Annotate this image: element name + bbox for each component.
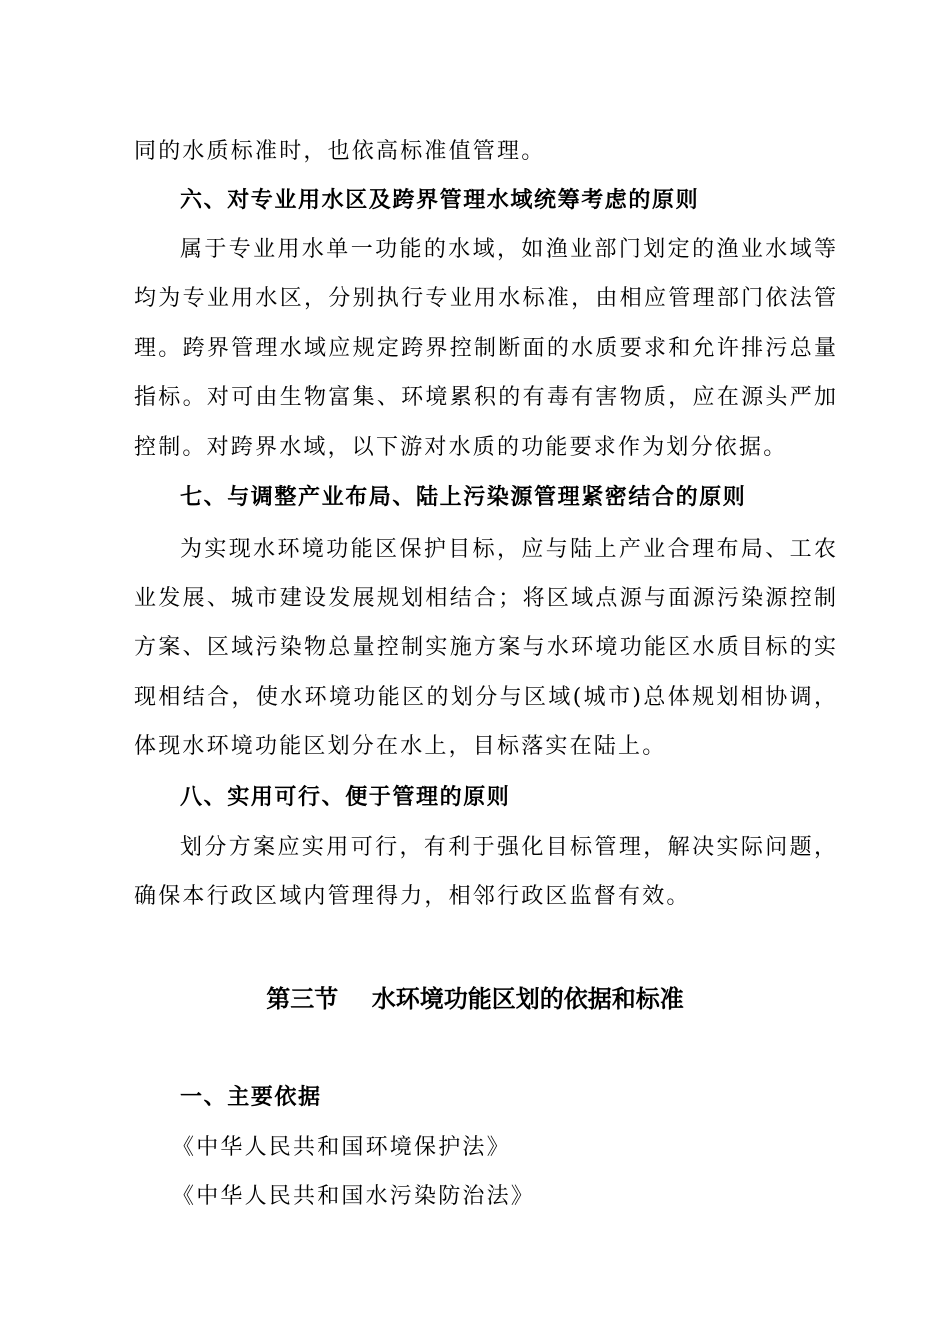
paragraph-line: 体现水环境功能区划分在水上，目标落实在陆上。 [134,734,667,759]
section-title: 第三节 水环境功能区划的依据和标准 [266,985,684,1013]
principle-seven-heading: 七、与调整产业布局、陆上污染源管理紧密结合的原则 [180,485,747,510]
basis-item: 《中华人民共和国水污染防治法》 [172,1184,536,1209]
basis-heading: 一、主要依据 [180,1085,322,1110]
paragraph-line: 划分方案应实用可行，有利于强化目标管理，解决实际问题， [180,835,836,860]
paragraph-line: 属于专业用水单一功能的水域，如渔业部门划定的渔业水域等 [180,237,836,262]
paragraph-line: 同的水质标准时，也依高标准值管理。 [134,139,546,164]
paragraph-line: 业发展、城市建设发展规划相结合；将区域点源与面源污染源控制 [134,586,836,611]
basis-item: 《中华人民共和国环境保护法》 [172,1135,511,1160]
paragraph-line: 确保本行政区域内管理得力，相邻行政区监督有效。 [134,884,691,909]
paragraph-line: 均为专业用水区，分别执行专业用水标准，由相应管理部门依法管 [134,286,836,311]
paragraph-line: 方案、区域污染物总量控制实施方案与水环境功能区水质目标的实 [134,635,836,660]
paragraph-line: 为实现水环境功能区保护目标，应与陆上产业合理布局、工农 [180,537,836,562]
paragraph-line: 现相结合，使水环境功能区的划分与区域(城市)总体规划相协调， [134,685,836,710]
paragraph-line: 理。跨界管理水域应规定跨界控制断面的水质要求和允许排污总量 [134,336,836,361]
principle-six-heading: 六、对专业用水区及跨界管理水域统筹考虑的原则 [180,188,700,213]
paragraph-line: 控制。对跨界水域，以下游对水质的功能要求作为划分依据。 [134,435,788,460]
principle-eight-heading: 八、实用可行、便于管理的原则 [180,785,511,810]
paragraph-line: 指标。对可由生物富集、环境累积的有毒有害物质，应在源头严加 [134,385,836,410]
